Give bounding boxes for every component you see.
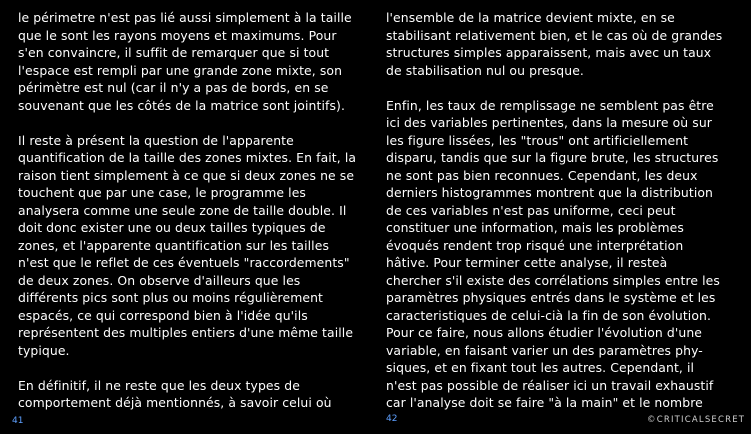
text-line: n'est pas possible de réaliser ici un travail exhaustif	[386, 377, 714, 393]
text-line: ne sont pas bien reconnues. Cependant, les deux	[386, 167, 698, 183]
left-page-text	[18, 9, 370, 412]
text-line: souvenant que les côtés de la matrice sont jointifs).	[18, 97, 345, 113]
text-line: car l'analyse doit se faire "à la main" et le nombre	[386, 395, 703, 410]
text-line: disparu, tandis que sur la figure brute, les structures	[386, 150, 719, 165]
text-line: constituer une information, mais les problèmes	[386, 220, 684, 235]
brand-watermark: ©CRITICALSECRET	[647, 415, 746, 425]
text-line: variable, en faisant varier un des paramètres phy-	[386, 342, 703, 358]
right-page	[376, 0, 751, 434]
page-number-left: 41	[12, 416, 24, 426]
text-line: Pour ce faire, nous allons étudier l'évolution d'une	[386, 325, 703, 340]
text-line: paramètres physiques entrés dans le système et les	[386, 290, 716, 305]
text-line: l'ensemble de la matrice devient mixte, en se	[386, 10, 675, 25]
text-line: caracteristiques de celui-cià la fin de son évolution.	[386, 307, 712, 323]
text-line: les figure lissées, les "trous" ont artificiellement	[386, 132, 689, 148]
text-line: derniers histogrammes montrent que la distribution	[386, 185, 713, 200]
text-line: Il reste à présent la question de l'apparente	[18, 132, 294, 148]
text-line: En définitif, il ne reste que les deux types de	[18, 377, 300, 393]
text-line: ici des variables pertinentes, dans la mesure où sur	[386, 115, 712, 130]
text-line: n'est que le reflet de ces éventuels "raccordements"	[18, 255, 350, 270]
text-line: doit donc exister une ou deux tailles typiques de	[18, 220, 326, 235]
text-line: représentent des multiples entiers d'une même taille	[18, 325, 354, 340]
text-line: de deux zones. On observe d'ailleurs que les	[18, 272, 301, 288]
text-line: raison tient simplement à ce que si deux zones ne se	[18, 167, 355, 183]
right-page-text	[386, 9, 741, 412]
text-line: hâtive. Pour terminer cette analyse, il resteà	[386, 255, 668, 270]
text-line: l'espace est rempli par une grande zone mixte, son	[18, 62, 343, 78]
paragraph-gap	[386, 79, 741, 97]
text-line: différents pics sont plus ou moins régulièrement	[18, 290, 323, 305]
page-number-right: 42	[386, 414, 398, 424]
text-line: structures simples apparaissent, mais avec un taux	[386, 45, 712, 60]
text-line: de stabilisation nul ou presque.	[386, 62, 584, 78]
text-line: le périmetre n'est pas lié aussi simplement à la taille	[18, 10, 352, 25]
text-line: comportement déjà mentionnés, à savoir celui où	[18, 395, 332, 410]
text-line: que le sont les rayons moyens et maximums. Pour	[18, 27, 337, 43]
text-line: stabilisant relativement bien, et le cas où de grandes	[386, 27, 723, 43]
text-line: typique.	[18, 342, 70, 358]
text-line: évoqués rendent trop risqué une interprétation	[386, 237, 684, 253]
text-line: s'en convaincre, il suffit de remarquer que si tout	[18, 45, 330, 60]
text-line: espacés, ce qui correspond bien à l'idée qu'ils	[18, 307, 308, 323]
paragraph-gap	[18, 114, 370, 132]
text-line: chercher s'il existe des corrélations simples entre les	[386, 272, 720, 288]
text-line: analysera comme une seule zone de taille double. Il	[18, 202, 347, 218]
text-line: Enfin, les taux de remplissage ne semblent pas être	[386, 97, 714, 113]
text-line: siques, et en fixant tout les autres. Cependant, il	[386, 360, 695, 375]
text-line: touchent que par une case, le programme les	[18, 185, 306, 200]
text-line: de ces variables n'est pas uniforme, ceci peut	[386, 202, 676, 218]
paragraph-gap	[18, 359, 370, 377]
text-line: périmètre est nul (car il n'y a pas de bords, en se	[18, 80, 329, 95]
text-line: quantification de la taille des zones mixtes. En fait, la	[18, 150, 357, 165]
text-line: zones, et l'apparente quantification sur les tailles	[18, 237, 330, 253]
